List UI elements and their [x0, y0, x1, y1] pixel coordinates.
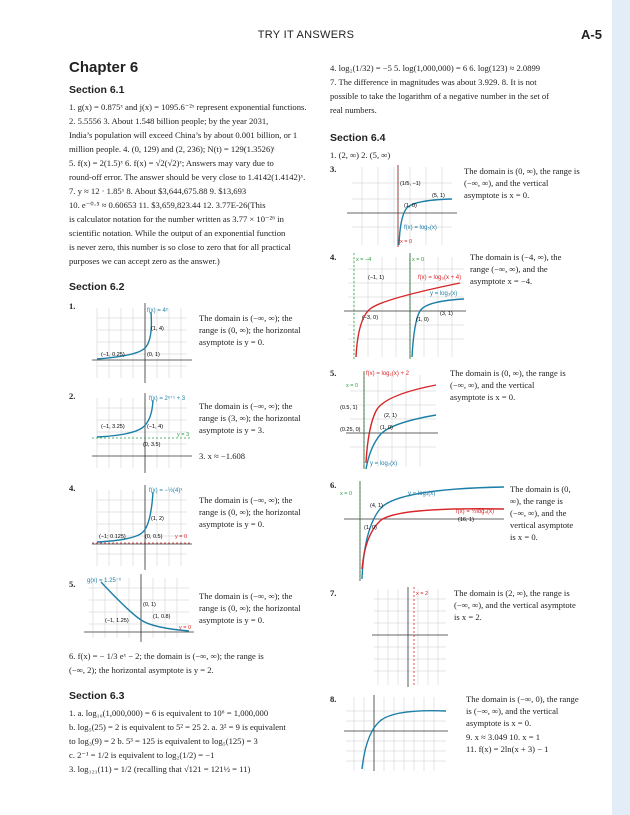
function-label: f(x) = log₂(x) + 2	[366, 371, 410, 377]
text-line: b. log₅(25) = 2 is equivalent to 5² = 25 2. a. 3² = 9 is equivalent	[69, 722, 286, 732]
text-line: is calculator notation for the number written as 3.77 × 10⁻²⁶ in	[69, 214, 284, 224]
graph-6-2-4	[87, 480, 197, 572]
point-label: (−1, 1.25)	[105, 618, 129, 624]
item-number: 2.	[69, 391, 76, 401]
answer-6-2-2	[69, 388, 317, 480]
text-line: 6. f(x) = − 1/3 eˣ − 2; the domain is (−∞, ∞); the range is	[69, 651, 264, 661]
item-number: 3.	[330, 164, 337, 174]
answer-6-2-5	[69, 576, 317, 646]
answer-6-2-1	[69, 298, 317, 388]
point-label: (−1; 0.125)	[99, 534, 126, 540]
answer-6-4-5	[330, 367, 582, 479]
item-number: 1.	[69, 301, 76, 311]
point-label: (16, 1)	[458, 517, 474, 523]
point-label: (5, 1)	[432, 193, 445, 199]
asymptote-label: x = 0	[412, 257, 425, 263]
answer-text: The domain is (0, ∞), the range is (−∞, ∞), and the vertical asymptote is x = 0.	[510, 484, 574, 542]
function-label: f(x) = 4ˣ	[147, 308, 168, 314]
function-label: y = log₄(x)	[408, 491, 436, 497]
text-line: c. 2⁻¹ = 1/2 is equivalent to log₂(1/2) = −1	[69, 750, 215, 760]
answer-6-4-6	[330, 479, 582, 587]
point-label: (0.25, 0)	[340, 427, 361, 433]
text-line: (−∞, 2); the horizontal asymptote is y = 2.	[69, 665, 214, 675]
point-label: (−1, 3.25)	[101, 424, 125, 430]
answer-text: The domain is (0, ∞), the range is (−∞, ∞), and the vertical asymptote is x = 0.	[450, 368, 566, 402]
section-6-2-heading: Section 6.2	[69, 281, 125, 293]
point-label: (1, 0)	[380, 425, 393, 431]
answer-6-4-7	[330, 587, 582, 693]
item-number: 8.	[330, 694, 337, 704]
item-number: 5.	[330, 368, 337, 378]
page-edge-band	[612, 0, 630, 815]
answer-text: The domain is (−∞, ∞); the range is (0, ∞); the horizontal asymptote is y = 0.	[199, 591, 301, 625]
function-label: f(x) = ½log₄(x)	[456, 509, 494, 515]
asymptote-label: x = 0	[346, 383, 359, 389]
point-label: (−1, 4)	[147, 424, 164, 430]
answer-6-4-3	[330, 163, 582, 249]
point-label: (1/5, −1)	[400, 181, 421, 187]
text-line: 4. log₂(1/32) = −5 5. log(1,000,000) = 6 6. log(123) ≈ 2.0899	[330, 63, 541, 73]
graph-6-4-3	[342, 163, 462, 249]
point-label: (−1, 1)	[368, 275, 385, 281]
answer-6-4-4	[330, 249, 582, 367]
text-line: real numbers.	[330, 105, 377, 115]
function-label: f(x) = −½(4)ˣ	[149, 488, 183, 494]
answer-text: The domain is (0, ∞), the range is (−∞, ∞), and the vertical asymptote is x = 0.	[464, 166, 580, 200]
text-line: 5. f(x) = 2(1.5)ˣ 6. f(x) = √2(√2)ˣ; Answers may vary due to	[69, 158, 274, 168]
function-label: f(x) = log₃(x + 4)	[418, 275, 462, 281]
answer-text: 3. x ≈ −1.608	[199, 451, 246, 461]
point-label: (0, 1)	[147, 352, 160, 358]
text-line: possible to take the logarithm of a negative number in the set of	[330, 91, 550, 101]
answer-text: The domain is (−∞, ∞); the range is (3, ∞); the horizontal asymptote is y = 3.	[199, 401, 301, 435]
asymptote-label: y = 0	[175, 534, 188, 540]
left-column	[69, 59, 317, 777]
chapter-title: Chapter 6	[69, 59, 139, 76]
answer-text: The domain is (−4, ∞), the range (−∞, ∞), and the asymptote x = −4.	[470, 252, 562, 286]
answer-6-2-4	[69, 480, 317, 576]
function-label: y = log₂(x)	[370, 461, 398, 467]
answer-text: 11. f(x) = 2ln(x + 3) − 1	[466, 744, 549, 754]
text-line: 1. g(x) = 0.875ˣ and j(x) = 1095.6⁻²ˣ represent exponential functions.	[69, 102, 307, 112]
item-number: 7.	[330, 588, 337, 598]
function-label: f(x) = log₅(x)	[404, 225, 437, 231]
item-number: 4.	[69, 483, 76, 493]
point-label: (1, 0.8)	[153, 614, 171, 620]
graph-6-4-8	[340, 693, 452, 773]
text-line: 3. log₁₂₁(11) = 1/2 (recalling that √121 = 121½ = 11)	[69, 764, 251, 774]
answer-text: The domain is (−∞, 0), the range is (−∞, ∞), and the vertical asymptote is x = 0.	[466, 694, 579, 728]
point-label: (0, 1)	[143, 602, 156, 608]
text-line: million people. 4. (0, 129) and (2, 236); N(t) = 129(1.3526)ᵗ	[69, 144, 275, 154]
answer-text: The domain is (−∞, ∞); the range is (0, ∞); the horizontal asymptote is y = 0.	[199, 313, 301, 347]
answer-text: The domain is (−∞, ∞); the range is (0, ∞); the horizontal asymptote is y = 0.	[199, 495, 301, 529]
section-6-3-heading: Section 6.3	[69, 690, 125, 702]
point-label: (0, 0.5)	[145, 534, 163, 540]
graph-6-4-4	[340, 249, 470, 361]
page-number: A-5	[581, 27, 602, 42]
section-6-1-heading: Section 6.1	[69, 84, 125, 96]
point-label: (1, 2)	[151, 516, 164, 522]
section-6-1-body	[69, 101, 317, 267]
text-line: round-off error. The answer should be very close to 1.4142(1.4142)ˣ.	[69, 172, 306, 182]
point-label: (1, 0)	[364, 525, 377, 531]
text-line: is never zero, this number is so close to zero that for all practical	[69, 242, 291, 252]
point-label: (4, 1)	[370, 503, 383, 509]
text-line: India’s population will exceed China’s by about 0.001 billion, or 1	[69, 130, 298, 140]
right-column	[330, 62, 582, 773]
item-number: 5.	[69, 579, 76, 589]
point-label: (1, 4)	[151, 326, 164, 332]
text-line: 7. y ≈ 12 · 1.85ˣ 8. About $3,644,675.88 9. $13,693	[69, 186, 247, 196]
item-number: 4.	[330, 252, 337, 262]
function-label: y = log₃(x)	[430, 291, 458, 297]
asymptote-label: x = 2	[416, 591, 429, 597]
point-label: (3, 1)	[440, 311, 453, 317]
point-label: (0, 3.5)	[143, 442, 161, 448]
text-line: 2. 5.5556 3. About 1.548 billion people; by the year 2031,	[69, 116, 269, 126]
text-line: 10. e⁻⁰·⁵ ≈ 0.60653 11. $3,659,823.44 12. 3.77E-26(This	[69, 200, 266, 210]
asymptote-label: x = 0	[400, 239, 413, 245]
point-label: (−1, 0.25)	[101, 352, 125, 358]
text-line: 1. (2, ∞) 2. (5, ∞)	[330, 150, 391, 160]
item-number: 6.	[330, 480, 337, 490]
text-line: purposes we can accept zero as the answer.)	[69, 256, 220, 266]
answer-text: 9. x ≈ 3.049 10. x = 1	[466, 732, 541, 742]
asymptote-label: x = 0	[340, 491, 353, 497]
function-label: g(x) = 1.25⁻ˣ	[87, 578, 121, 584]
point-label: (1, 0)	[404, 203, 417, 209]
point-label: (0.5, 1)	[340, 405, 358, 411]
answer-text: The domain is (2, ∞), the range is (−∞, ∞), and the vertical asymptote is x = 2.	[454, 588, 576, 622]
graph-6-4-6	[340, 479, 508, 583]
asymptote-label: y = 3	[177, 432, 190, 438]
text-line: to log₃(9) = 2 b. 5³ = 125 is equivalent to log₅(125) = 3	[69, 736, 258, 746]
text-line: 1. a. log₁₀(1,000,000) = 6 is equivalent to 10⁶ = 1,000,000	[69, 708, 269, 718]
section-6-4-heading: Section 6.4	[330, 132, 386, 144]
asymptote-label: y = 0	[179, 625, 192, 631]
graph-6-2-5	[79, 572, 199, 644]
text-line: 7. The difference in magnitudes was about 3.929. 8. It is not	[330, 77, 537, 87]
point-label: (1, 0)	[416, 317, 429, 323]
asymptote-label: x = −4	[356, 257, 372, 263]
graph-6-4-5	[340, 367, 444, 471]
graph-6-2-1	[87, 298, 197, 386]
running-head: TRY IT ANSWERS	[257, 29, 355, 41]
graph-6-4-7	[370, 585, 450, 689]
text-line: scientific notation. While the output of an exponential function	[69, 228, 286, 238]
point-label: (−3, 0)	[362, 315, 379, 321]
point-label: (2, 1)	[384, 413, 397, 419]
answer-6-4-8	[330, 693, 582, 773]
function-label: f(x) = 2ˣ⁺¹ + 3	[149, 396, 186, 402]
graph-6-2-2	[87, 388, 197, 476]
